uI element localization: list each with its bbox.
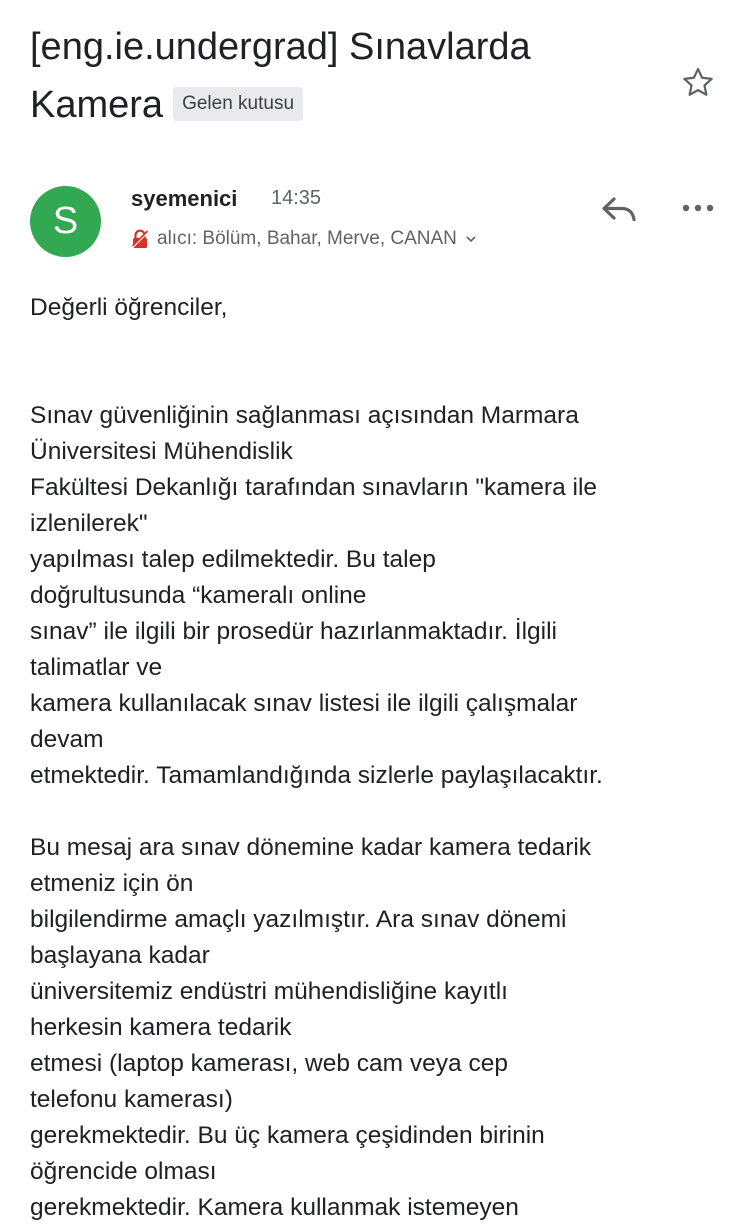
more-horiz-icon[interactable]	[681, 197, 715, 219]
recipients-text: alıcı: Bölüm, Bahar, Merve, CANAN	[157, 228, 457, 249]
sent-time: 14:35	[271, 187, 322, 209]
star-outline-icon[interactable]	[679, 64, 717, 102]
greeting: Değerli öğrenciler,	[30, 294, 228, 321]
body-line: başlayana kadar	[30, 942, 210, 969]
inbox-label-chip[interactable]: Gelen kutusu	[173, 87, 303, 121]
body-line: yapılması talep edilmektedir. Bu talep	[30, 546, 436, 573]
body-line: etmektedir. Tamamlandığında sizlerle paylaşılacaktır.	[30, 762, 603, 789]
body-line: sınav” ile ilgili bir prosedür hazırlanmaktadır. İlgili	[30, 618, 557, 645]
body-line: Bu mesaj ara sınav dönemine kadar kamera tedarik	[30, 834, 592, 861]
body-line: kamera kullanılacak sınav listesi ile ilgili çalışmalar	[30, 690, 578, 717]
body-line: herkesin kamera tedarik	[30, 1014, 292, 1041]
body-line: doğrultusunda “kameralı online	[30, 582, 367, 609]
body-line: etmesi (laptop kamerası, web cam veya cep	[30, 1050, 508, 1077]
body-line: izlenilerek"	[30, 510, 148, 537]
lock-icon	[131, 229, 149, 249]
body-line: talimatlar ve	[30, 654, 163, 681]
reply-icon[interactable]	[600, 193, 638, 225]
body-line: öğrencide olması	[30, 1158, 217, 1185]
body-line: etmeniz için ön	[30, 870, 194, 897]
body-line: telefonu kamerası)	[30, 1086, 233, 1113]
sender-avatar[interactable]: S	[30, 186, 101, 257]
chevron-down-icon[interactable]	[465, 233, 477, 245]
body-line: Üniversitesi Mühendislik	[30, 438, 293, 465]
body-line: Sınav güvenliğinin sağlanması açısından Marmara	[30, 402, 579, 429]
email-subject-text: [eng.ie.undergrad] Sınavlarda Kamera	[30, 26, 531, 126]
body-line: devam	[30, 726, 104, 753]
recipients-row[interactable]	[131, 228, 477, 250]
body-line: bilgilendirme amaçlı yazılmıştır. Ara sınav dönemi	[30, 906, 567, 933]
body-line: üniversitemiz endüstri mühendisliğine kayıtlı	[30, 978, 508, 1005]
body-line: Fakültesi Dekanlığı tarafından sınavların "kamera ile	[30, 474, 598, 501]
email-subject	[30, 18, 650, 134]
sender-name[interactable]: syemenici	[131, 186, 238, 211]
body-line: gerekmektedir. Kamera kullanmak istemeyen	[30, 1194, 519, 1221]
body-line: gerekmektedir. Bu üç kamera çeşidinden birinin	[30, 1122, 545, 1149]
email-body	[30, 290, 740, 1226]
